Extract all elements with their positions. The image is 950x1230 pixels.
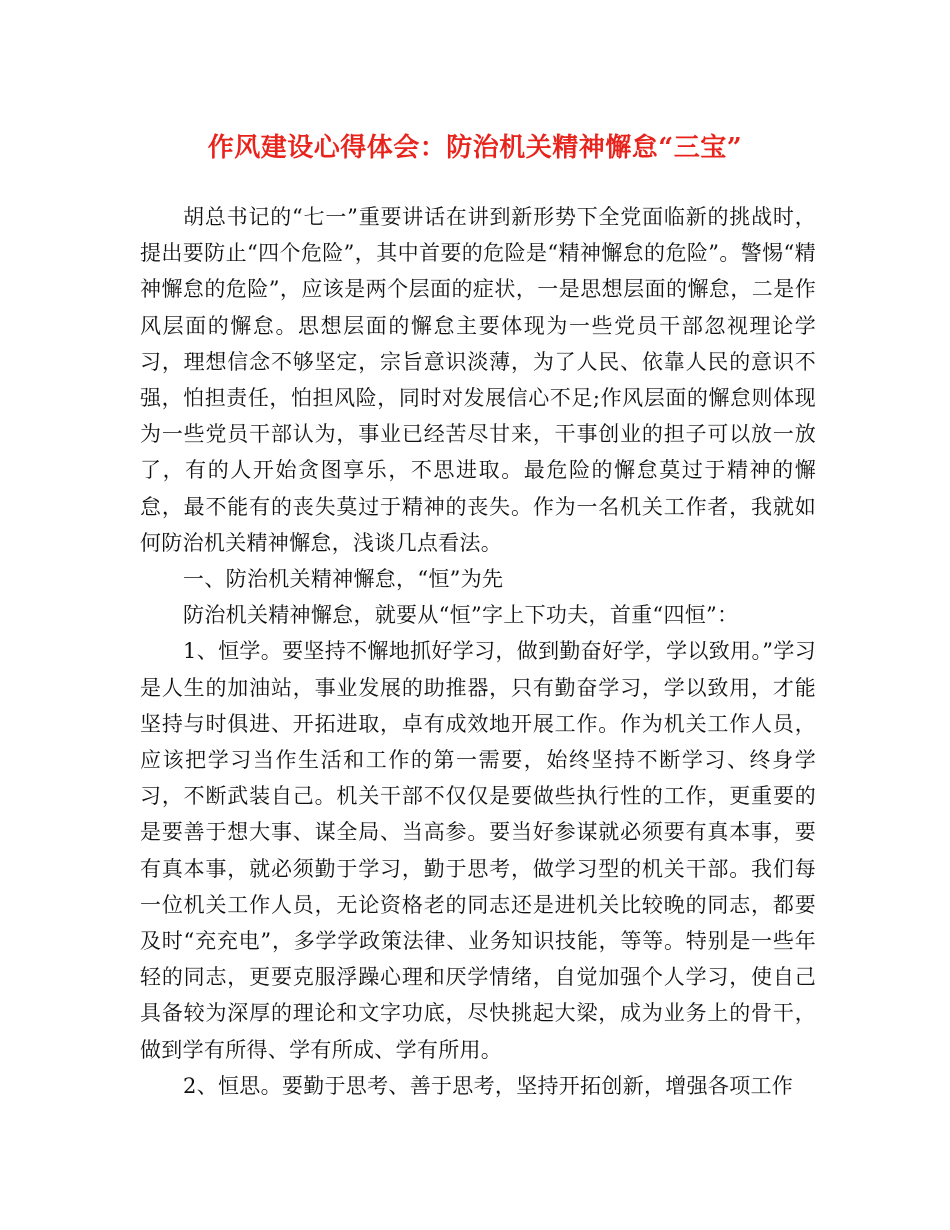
paragraph-intro: 胡总书记的“七一”重要讲话在讲到新形势下全党面临新的挑战时，提出要防止“四个危险”，其中首要的危险是“精神懈怠的危险”。警惕“精神懈怠的危险”，应该是两个层面的症状，一是思想层面的懈怠，二是作风层面的懈怠。思想层面的懈怠主要体现为一些党员干部忽视理论学习，理想信念不够坚定，宗旨意识淡薄，为了人民、依靠人民的意识不强，怕担责任，怕担风险，同时对发展信心不足;作风层面的懈怠则体现为一些党员干部认为，事业已经苦尽甘来，干事创业的担子可以放一放了，有的人开始贪图享乐，不思进取。最危险的懈怠莫过于精神的懈怠，最不能有的丧失莫过于精神的丧失。作为一名机关工作者，我就如何防治机关精神懈怠，浅谈几点看法。: [140, 205, 816, 555]
document-title: 作风建设心得体会：防治机关精神懈怠“三宝”: [207, 133, 743, 163]
paragraph-four-constants: 防治机关精神懈怠，就要从“恒”字上下功夫，首重“四恒”：: [183, 603, 739, 628]
paragraph-constant-study: 1、恒学。要坚持不懈地抓好学习，做到勤奋好学，学以致用。”学习是人生的加油站，事业发展的助推器，只有勤奋学习，学以致用，才能坚持与时俱进、开拓进取，卓有成效地开展工作。作为机关工作人员，应该把学习当作生活和工作的第一需要，始终坚持不断学习、终身学习，不断武装自己。机关干部不仅仅是要做些执行性的工作，更重要的是要善于想大事、谋全局、当高参。要当好参谋就必须要有真本事，要有真本事，就必须勤于学习，勤于思考，做学习型的机关干部。我们每一位机关工作人员，无论资格老的同志还是进机关比较晚的同志，都要及时“充充电”，多学学政策法律、业务知识技能，等等。特别是一些年轻的同志，更要克服浮躁心理和厌学情绪，自觉加强个人学习，使自己具备较为深厚的理论和文字功底，尽快挑起大梁，成为业务上的骨干，做到学有所得、学有所成、学有所用。: [140, 639, 816, 1062]
paragraph-section-heading: 一、防治机关精神懈怠，“恒”为先: [183, 567, 504, 592]
document-body: [140, 199, 816, 1104]
paragraph-constant-thinking: 2、恒思。要勤于思考、善于思考，坚持开拓创新，增强各项工作: [183, 1073, 794, 1098]
